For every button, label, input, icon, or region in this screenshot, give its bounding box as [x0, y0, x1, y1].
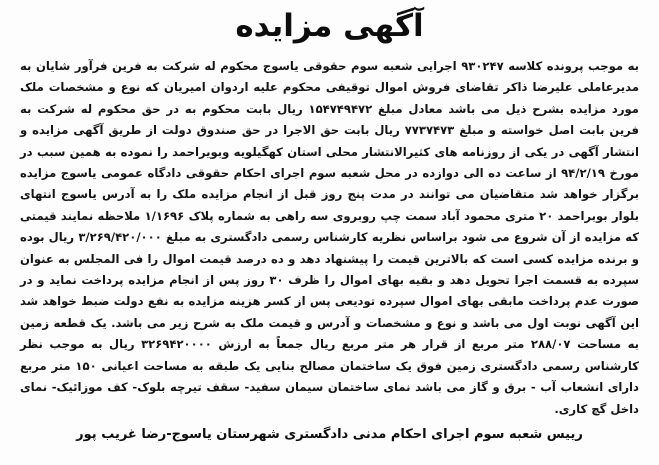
notice-title: آگهی مزایده — [235, 8, 424, 44]
notice-signature: رییس شعبه سوم اجرای احکام مدنی دادگستری شهرستان یاسوج-رضا غریب پور — [76, 426, 583, 442]
notice-body: به موجب پرونده کلاسه ۹۳۰۲۴۷ اجرایی شعبه سوم حقوقی یاسوج محکوم له شرکت به فرین فرآور شایان به مدیرعاملی علیرضا ذاکر تقاضای فروش اموال توقیفی محکوم علیه اردوان امیریان که نوع و مشخصات ملک مورد مزایده بشرح ذیل می باشد معادل مبلغ ۱۵۴۷۴۹۴۷۲ ریال بابت محکوم به در حق محکوم له شرکت به فرین بابت اصل خواسته و مبلغ ۷۷۳۷۴۷۳ ریال بابت حق الاجرا در حق صندوق دولت از طریق آگهی مزایده و انتشار آگهی در یکی از روزنامه های کثیرالانتشار محلی استان کهگیلویه وبویراحمد را نموده به همین سبب در مورخ ۹۴/۲/۱۹ از ساعت ده الی دوازده در محل شعبه سوم اجرای احکام حقوقی دادگاه عمومی یاسوج مزایده برگزار خواهد شد متقاضیان می توانند در مدت پنج روز قبل از انجام مزایده ملک را به آدرس یاسوج انتهای بلوار بوبراحمد ۲۰ متری محمود آباد سمت چپ روبروی سه راهی به شماره پلاک ۱/۱۶۹۶ ملاحظه نمایند قیمتی که مزایده از آن شروع می شود براساس نظریه کارشناس رسمی دادگستری به مبلغ ۳/۲۶۹/۴۲۰/۰۰۰ ریال بوده و برنده مزایده کسی است که بالاترین قیمت را پیشنهاد دهد و ده درصد قیمت اموال را فی المجلس به عنوان سپرده به قسمت اجرا تحویل دهد و بقیه بهای اموال را ظرف ۳۰ روز پس از انجام مزایده پرداخت نماید و در صورت عدم پرداخت مابقی بهای اموال سپرده تودیعی پس از کسر هزینه مزایده به نفع دولت ضبط خواهد شد این آگهی نوبت اول می باشد و نوع و مشخصات و آدرس و قیمت ملک به شرح زیر می باشد. یک قطعه زمین به مساحت ۲۸۸/۰۷ متر مربع از قرار هر متر مربع ریال جمعاً به ارزش ۳۲۶۹۴۲۰۰۰۰ ریال به موجب نظر کارشناس رسمی دادگستری زمین فوق یک ساختمان مصالح بنایی یک طبقه به مساحت اعیانی ۱۵۰ متر مربع دارای انشعاب آب - برق و گاز می باشد نمای ساختمان سیمان سفید- سقف تیرچه بلوک- کف موزائیک- نمای داخل گچ کاری. — [20, 59, 640, 416]
